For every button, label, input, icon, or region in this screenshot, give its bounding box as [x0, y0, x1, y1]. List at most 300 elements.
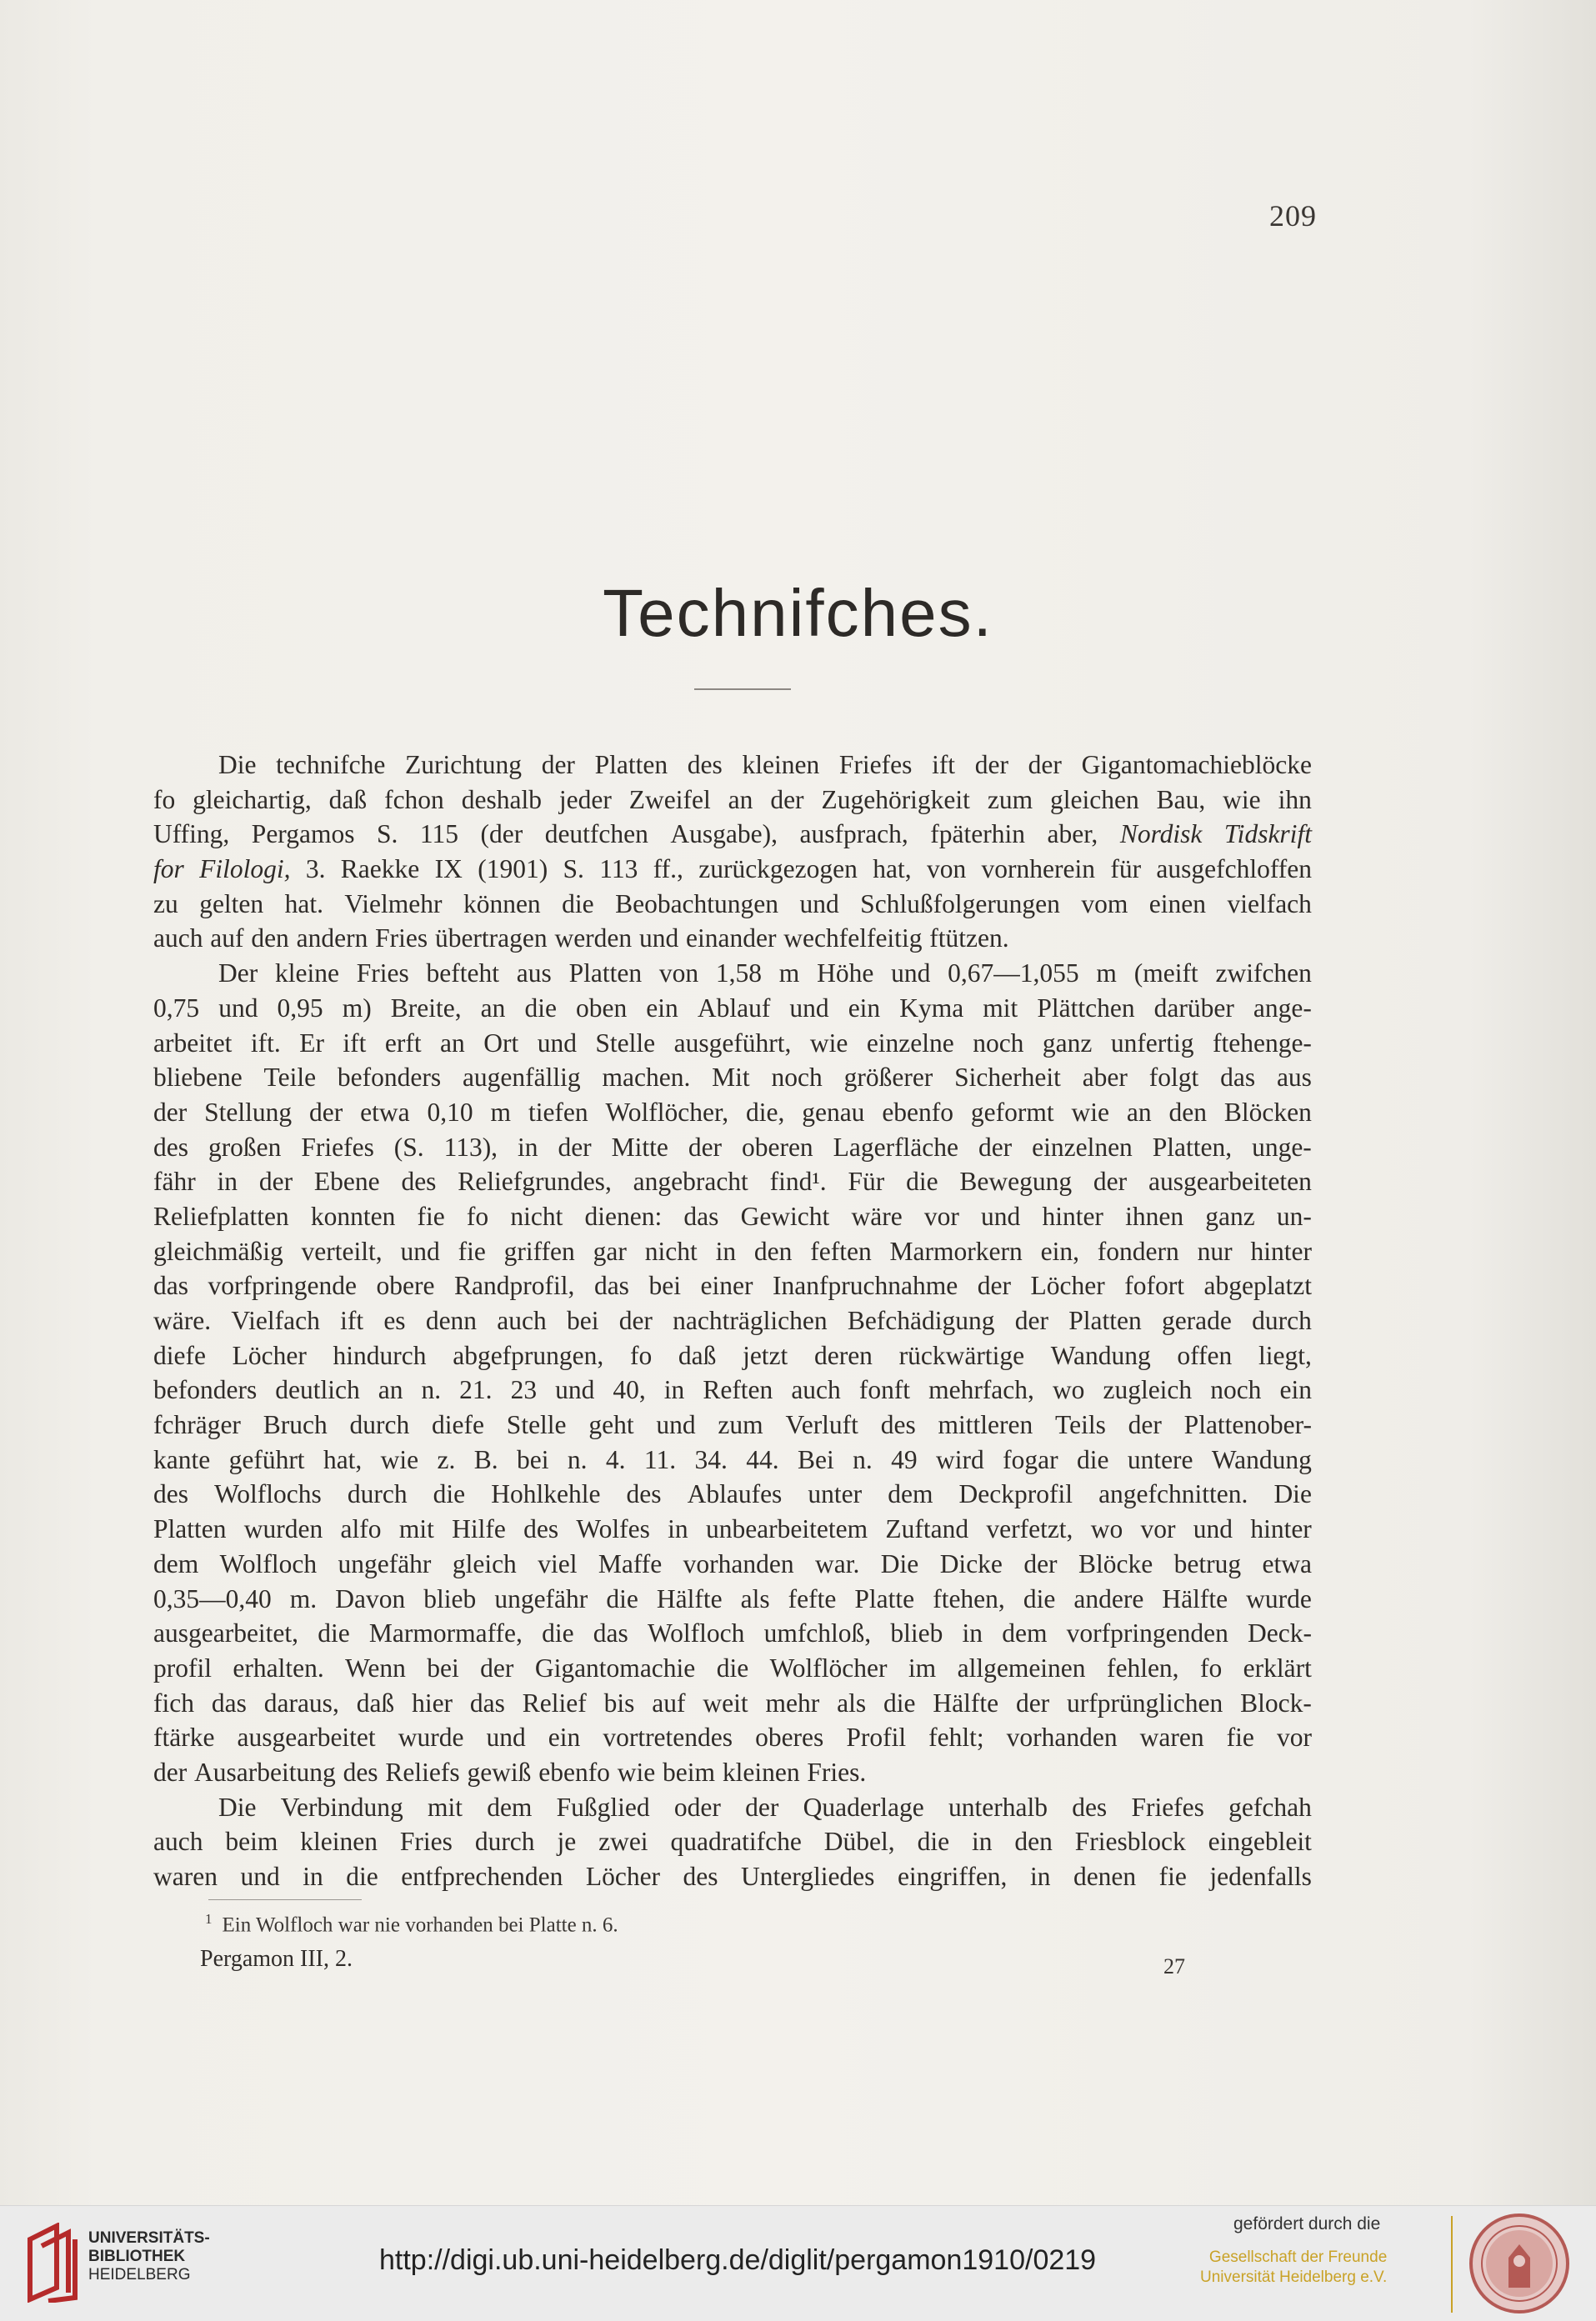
word: den — [1014, 1827, 1053, 1857]
word: konnten — [310, 1201, 396, 1231]
word: Friesblock — [1074, 1827, 1186, 1857]
word: der — [558, 1132, 592, 1162]
word: Untergliedes — [741, 1862, 875, 1891]
library-name-line: BIBLIOTHEK — [88, 2248, 186, 2265]
word: ein — [548, 1723, 581, 1753]
word: fich — [153, 1688, 194, 1718]
word: hat. — [284, 888, 323, 918]
text-line — [153, 1303, 1312, 1338]
word: je — [557, 1827, 577, 1857]
word: profil — [153, 1653, 212, 1683]
word: Friefes — [838, 750, 913, 779]
word: in — [962, 1618, 983, 1648]
word: abgeplatzt — [1203, 1271, 1312, 1301]
word: Blöcken — [1223, 1097, 1312, 1127]
word: ausfprach, — [799, 819, 908, 849]
word: 0,95 — [277, 993, 323, 1023]
word: der — [974, 750, 1008, 779]
word: wie — [380, 1444, 419, 1474]
viewer-footer — [0, 2205, 1596, 2321]
word: fofort — [1124, 1271, 1184, 1301]
word: auf — [652, 1688, 686, 1718]
word: und — [1193, 1514, 1233, 1544]
word: gleichartig, — [193, 784, 312, 814]
word: in — [1029, 1862, 1051, 1891]
word: in — [715, 1236, 737, 1266]
word: erklärt — [1243, 1653, 1312, 1683]
word: als — [837, 1688, 867, 1718]
word: in — [971, 1827, 993, 1857]
word: Für — [848, 1167, 885, 1197]
word: die — [606, 1583, 638, 1613]
text-line — [153, 1026, 1312, 1061]
word: ift — [340, 1306, 364, 1335]
word: unter — [808, 1479, 863, 1509]
word: Beobachtungen — [615, 888, 779, 918]
text-line — [153, 1408, 1312, 1443]
word: for — [153, 854, 184, 884]
word: ein — [646, 993, 678, 1023]
word: Nordisk — [1119, 819, 1203, 849]
word: die — [433, 1479, 466, 1509]
word: jeder — [558, 784, 612, 814]
word: mehrfach, — [928, 1375, 1034, 1405]
word: diefe — [432, 1410, 484, 1440]
word: hat, — [873, 854, 912, 884]
word: 1,58 — [715, 958, 763, 988]
word: übertragen — [434, 923, 548, 953]
word: gleichmäßig — [153, 1236, 283, 1266]
word: fonft — [858, 1375, 911, 1405]
word: den — [753, 1236, 793, 1266]
word: als — [740, 1583, 770, 1613]
word: fo — [1199, 1653, 1223, 1683]
word: des — [523, 1514, 559, 1544]
word: Bewegung — [959, 1167, 1073, 1197]
word: Teils — [1055, 1410, 1106, 1440]
word: Randprofil, — [454, 1271, 575, 1301]
word: Vielfach — [231, 1306, 320, 1335]
word: fchräger — [153, 1410, 241, 1440]
word: des — [401, 1167, 437, 1197]
word: kante — [153, 1444, 211, 1474]
signature-number: 27 — [1163, 1954, 1185, 1978]
word: Gigantomachieblöcke — [1081, 750, 1312, 779]
word: Hilfe — [452, 1514, 506, 1544]
word: Zweifel — [628, 784, 711, 814]
word: Ausarbeitung — [194, 1757, 336, 1787]
word: Wandung — [1211, 1444, 1312, 1474]
word: vorhanden — [1006, 1723, 1118, 1753]
word: vorfpringende — [208, 1271, 357, 1301]
word: noch — [771, 1063, 823, 1093]
word: Hälfte — [1162, 1583, 1228, 1613]
word: z. — [437, 1444, 456, 1474]
word: in — [303, 1862, 323, 1891]
word: Mitte — [611, 1132, 668, 1162]
word: alfo — [340, 1514, 382, 1544]
word: hier — [412, 1688, 453, 1718]
word: entfprechenden — [401, 1862, 563, 1891]
text-line — [153, 1443, 1312, 1478]
word: vielfach — [1227, 888, 1312, 918]
word: oder — [673, 1792, 721, 1822]
word: Fries — [399, 1827, 453, 1857]
word: fehlen, — [1106, 1653, 1179, 1683]
page-number: 209 — [1269, 199, 1317, 233]
text-line — [153, 1060, 1312, 1095]
word: Wolfloch — [647, 1618, 745, 1648]
word: Reliefplatten — [153, 1201, 289, 1231]
word: 34. — [694, 1444, 728, 1474]
word: Breite, — [390, 993, 462, 1023]
word: Platten — [153, 1514, 227, 1544]
word: an — [480, 993, 506, 1023]
word: Die — [1273, 1479, 1312, 1509]
word: mit — [983, 993, 1018, 1023]
word: wo — [1052, 1375, 1085, 1405]
body-text — [153, 748, 1312, 1894]
word: an — [440, 1028, 465, 1058]
text-line — [153, 852, 1312, 887]
word: einer — [700, 1271, 753, 1301]
word: Wolfes — [576, 1514, 650, 1544]
word: n. — [567, 1444, 588, 1474]
word: die — [318, 1618, 350, 1648]
word: einander — [686, 923, 777, 953]
text-line — [153, 991, 1312, 1026]
word: zu — [153, 888, 178, 918]
word: ftehenge- — [1212, 1028, 1312, 1058]
footnote — [205, 1911, 618, 1937]
word: ift — [932, 750, 956, 779]
word: 113), — [443, 1132, 498, 1162]
word: fefte — [788, 1583, 837, 1613]
word: einzelnen — [1032, 1132, 1133, 1162]
word: Bei — [797, 1444, 834, 1474]
word: die — [1023, 1583, 1056, 1613]
word: des — [343, 1757, 378, 1787]
word: aber — [1082, 1063, 1128, 1093]
text-line — [153, 1095, 1312, 1130]
word: wäre — [851, 1201, 903, 1231]
word: die — [562, 888, 594, 918]
word: von — [926, 854, 967, 884]
word: umfchloß, — [763, 1618, 872, 1648]
word: Wolflöcher, — [605, 1097, 729, 1127]
word: vorhanden — [683, 1548, 794, 1578]
word: Die — [218, 1792, 257, 1822]
text-line — [153, 887, 1312, 922]
word: Plättchen — [1037, 993, 1135, 1023]
word: Maffe — [598, 1548, 663, 1578]
word: nur — [1197, 1236, 1233, 1266]
word: Davon — [335, 1583, 406, 1613]
word: fähr — [153, 1167, 196, 1197]
word: wird — [935, 1444, 984, 1474]
word: bei — [517, 1444, 549, 1474]
university-library-logo — [23, 2223, 82, 2303]
word: zum — [718, 1410, 763, 1440]
word: die — [917, 1827, 950, 1857]
word: Befchädigung — [847, 1306, 995, 1335]
word: kleinen — [742, 750, 820, 779]
word: einzelne — [866, 1028, 954, 1058]
word: gleichen — [1050, 784, 1139, 814]
word: den — [251, 923, 289, 953]
word: gefchah — [1228, 1792, 1312, 1822]
word: Filologi, — [199, 854, 291, 884]
word: ganz — [1042, 1028, 1093, 1058]
word: bliebene — [153, 1063, 243, 1093]
word: können — [463, 888, 541, 918]
word: und — [218, 993, 258, 1023]
word: ebenfo — [882, 1097, 954, 1127]
word: angebracht — [633, 1167, 748, 1197]
word: waren — [1139, 1723, 1204, 1753]
word: und — [891, 958, 931, 988]
word: m. — [289, 1583, 318, 1613]
word: wechfelfeitig — [783, 923, 923, 953]
word: darüber — [1153, 993, 1234, 1023]
word: das — [593, 1618, 628, 1648]
text-line — [153, 1824, 1312, 1859]
word: tiefen — [528, 1097, 588, 1127]
word: ftärke — [153, 1723, 215, 1753]
word: Ablauf — [697, 993, 771, 1023]
word: Raekke — [340, 854, 420, 884]
word: bis — [603, 1688, 635, 1718]
word: der — [618, 1306, 653, 1335]
word: der — [745, 1792, 779, 1822]
text-line — [153, 1616, 1312, 1651]
word: Uffing, — [153, 819, 230, 849]
word: in — [217, 1167, 238, 1197]
word: gerade — [1161, 1306, 1232, 1335]
word: Gewicht — [740, 1201, 830, 1231]
word: des — [626, 1479, 662, 1509]
word: gleich — [452, 1548, 517, 1578]
word: und — [555, 1375, 595, 1405]
word: unge- — [1252, 1132, 1312, 1162]
word: Hohlkehle — [491, 1479, 601, 1509]
word: Zuftand — [885, 1514, 969, 1544]
word: Block- — [1240, 1688, 1312, 1718]
word: feften — [810, 1236, 872, 1266]
library-name — [88, 2229, 210, 2284]
word: des — [153, 1132, 188, 1162]
word: geht — [588, 1410, 634, 1440]
word: Verbindung — [280, 1792, 403, 1822]
word: daß — [678, 1340, 717, 1370]
word: fie — [1158, 1862, 1187, 1891]
word: ausgefchloffen — [1156, 854, 1312, 884]
text-line — [153, 817, 1312, 852]
word: der — [1023, 1548, 1058, 1578]
word: bei — [427, 1653, 459, 1683]
word: ihn — [1278, 784, 1312, 814]
word: Ort — [483, 1028, 519, 1058]
word: Stelle — [506, 1410, 567, 1440]
word: auch — [497, 1306, 547, 1335]
word: ausgearbeitet, — [153, 1618, 299, 1648]
word: und — [537, 1028, 577, 1058]
word: verteilt, — [301, 1236, 383, 1266]
word: gewiß — [467, 1757, 532, 1787]
word: dem — [487, 1792, 533, 1822]
word: deutlich — [275, 1375, 360, 1405]
word: vor — [1276, 1723, 1312, 1753]
title-rule — [694, 688, 791, 690]
word: hindurch — [333, 1340, 427, 1370]
word: zum — [987, 784, 1033, 814]
text-line — [153, 1582, 1312, 1617]
word: andern — [296, 923, 368, 953]
word: oberen — [741, 1132, 813, 1162]
word: Bau, — [1156, 784, 1206, 814]
word: wie — [1071, 1097, 1110, 1127]
word: der — [1015, 1688, 1050, 1718]
word: nicht — [510, 1201, 563, 1231]
text-line — [153, 1790, 1312, 1825]
text-line — [153, 921, 1312, 956]
word: 0,75 — [153, 993, 200, 1023]
word: das — [593, 1271, 629, 1301]
word: auf — [210, 923, 244, 953]
footnote-rule — [208, 1899, 362, 1900]
word: der — [978, 1132, 1013, 1162]
word: (der — [480, 819, 523, 849]
word: folgt — [1148, 1063, 1199, 1093]
word: ausgearbeitet — [237, 1723, 376, 1753]
word: Friefes — [1131, 1792, 1204, 1822]
word: oberes — [755, 1723, 824, 1753]
word: zurückgezogen — [698, 854, 858, 884]
word: Löcher — [1030, 1271, 1105, 1301]
word: ein, — [1040, 1236, 1079, 1266]
word: wo — [1090, 1514, 1123, 1544]
word: aber, — [1047, 819, 1098, 849]
chapter-title: Technifches. — [603, 576, 993, 650]
word: Dübel, — [823, 1827, 895, 1857]
word: Sicherheit — [954, 1063, 1061, 1093]
word: der — [258, 1167, 293, 1197]
word: Fries. — [807, 1757, 867, 1787]
word: an — [728, 784, 753, 814]
word: fondern — [1097, 1236, 1179, 1266]
sponsor-name-line: Gesellschaft der Freunde — [1208, 2248, 1388, 2266]
word: quadratifche — [670, 1827, 802, 1857]
word: unbearbeitetem — [705, 1514, 868, 1544]
word: erft — [384, 1028, 422, 1058]
text-line — [153, 1373, 1312, 1408]
word: der — [1028, 750, 1062, 779]
word: Deck- — [1248, 1618, 1312, 1648]
word: und — [638, 923, 679, 953]
word: des — [880, 1410, 916, 1440]
word: urfprünglichen — [1067, 1688, 1223, 1718]
text-line — [153, 1859, 1312, 1894]
word: zwifchen — [1215, 958, 1312, 988]
word: viel — [538, 1548, 578, 1578]
word: m) — [342, 993, 372, 1023]
word: m — [490, 1097, 512, 1127]
word: das — [683, 1201, 719, 1231]
word: Fußglied — [556, 1792, 650, 1822]
word: wurden — [243, 1514, 323, 1544]
word: Gigantomachie — [534, 1653, 696, 1683]
word: das — [1220, 1063, 1256, 1093]
word: offen — [1177, 1340, 1233, 1370]
word: mehr — [765, 1688, 820, 1718]
word: allgemeinen — [957, 1653, 1086, 1683]
word: hinter — [1250, 1514, 1312, 1544]
word: Höhe — [817, 958, 874, 988]
word: un- — [1276, 1201, 1312, 1231]
word: Ebene — [313, 1167, 380, 1197]
word: untere — [1127, 1444, 1193, 1474]
permalink-url[interactable]: http://digi.ub.uni-heidelberg.de/diglit/pergamon1910/0219 — [379, 2244, 1097, 2276]
word: liegt, — [1258, 1340, 1312, 1370]
word: ein — [1279, 1375, 1312, 1405]
word: deutfchen — [544, 819, 648, 849]
word: des — [153, 1479, 188, 1509]
word: Hälfte — [933, 1688, 999, 1718]
word: Ablaufes — [687, 1479, 783, 1509]
word: der — [1128, 1410, 1162, 1440]
word: (meift — [1133, 958, 1198, 988]
word: die — [542, 1618, 574, 1648]
word: Hälfte — [656, 1583, 723, 1613]
word: Profil — [846, 1723, 907, 1753]
text-line — [153, 1512, 1312, 1547]
word: ausgearbeiteten — [1148, 1167, 1312, 1197]
word: n. — [853, 1444, 873, 1474]
word: geformt — [970, 1097, 1054, 1127]
word: und — [400, 1236, 440, 1266]
paragraph — [153, 956, 1312, 1790]
word: Wolflöcher — [769, 1653, 888, 1683]
word: blieb — [890, 1618, 943, 1648]
word: in — [668, 1514, 688, 1544]
word: vor — [923, 1201, 959, 1231]
word: war. — [815, 1548, 860, 1578]
word: Teile — [263, 1063, 317, 1093]
text-line — [153, 748, 1312, 783]
word: nachträglichen — [673, 1306, 828, 1335]
word: Deckprofil — [958, 1479, 1073, 1509]
sponsor-name — [1200, 2248, 1387, 2288]
word: angefchnitten. — [1098, 1479, 1248, 1509]
word: der — [153, 1757, 188, 1787]
word: und — [789, 993, 829, 1023]
word: durch — [347, 1479, 408, 1509]
word: fehlt; — [928, 1723, 984, 1753]
word: Inanfpruchnahme — [773, 1271, 958, 1301]
word: unterhalb — [948, 1792, 1048, 1822]
word: dienen: — [584, 1201, 663, 1231]
word: Dicke — [939, 1548, 1003, 1578]
word: durch — [349, 1410, 410, 1440]
sponsor-divider — [1451, 2216, 1453, 2313]
word: wäre. — [153, 1306, 212, 1335]
word: das — [211, 1688, 247, 1718]
word: Zugehörigkeit — [821, 784, 970, 814]
word: fo — [629, 1340, 653, 1370]
word: eingriffen, — [897, 1862, 1008, 1891]
word: der — [480, 1653, 514, 1683]
word: wurde — [398, 1723, 464, 1753]
